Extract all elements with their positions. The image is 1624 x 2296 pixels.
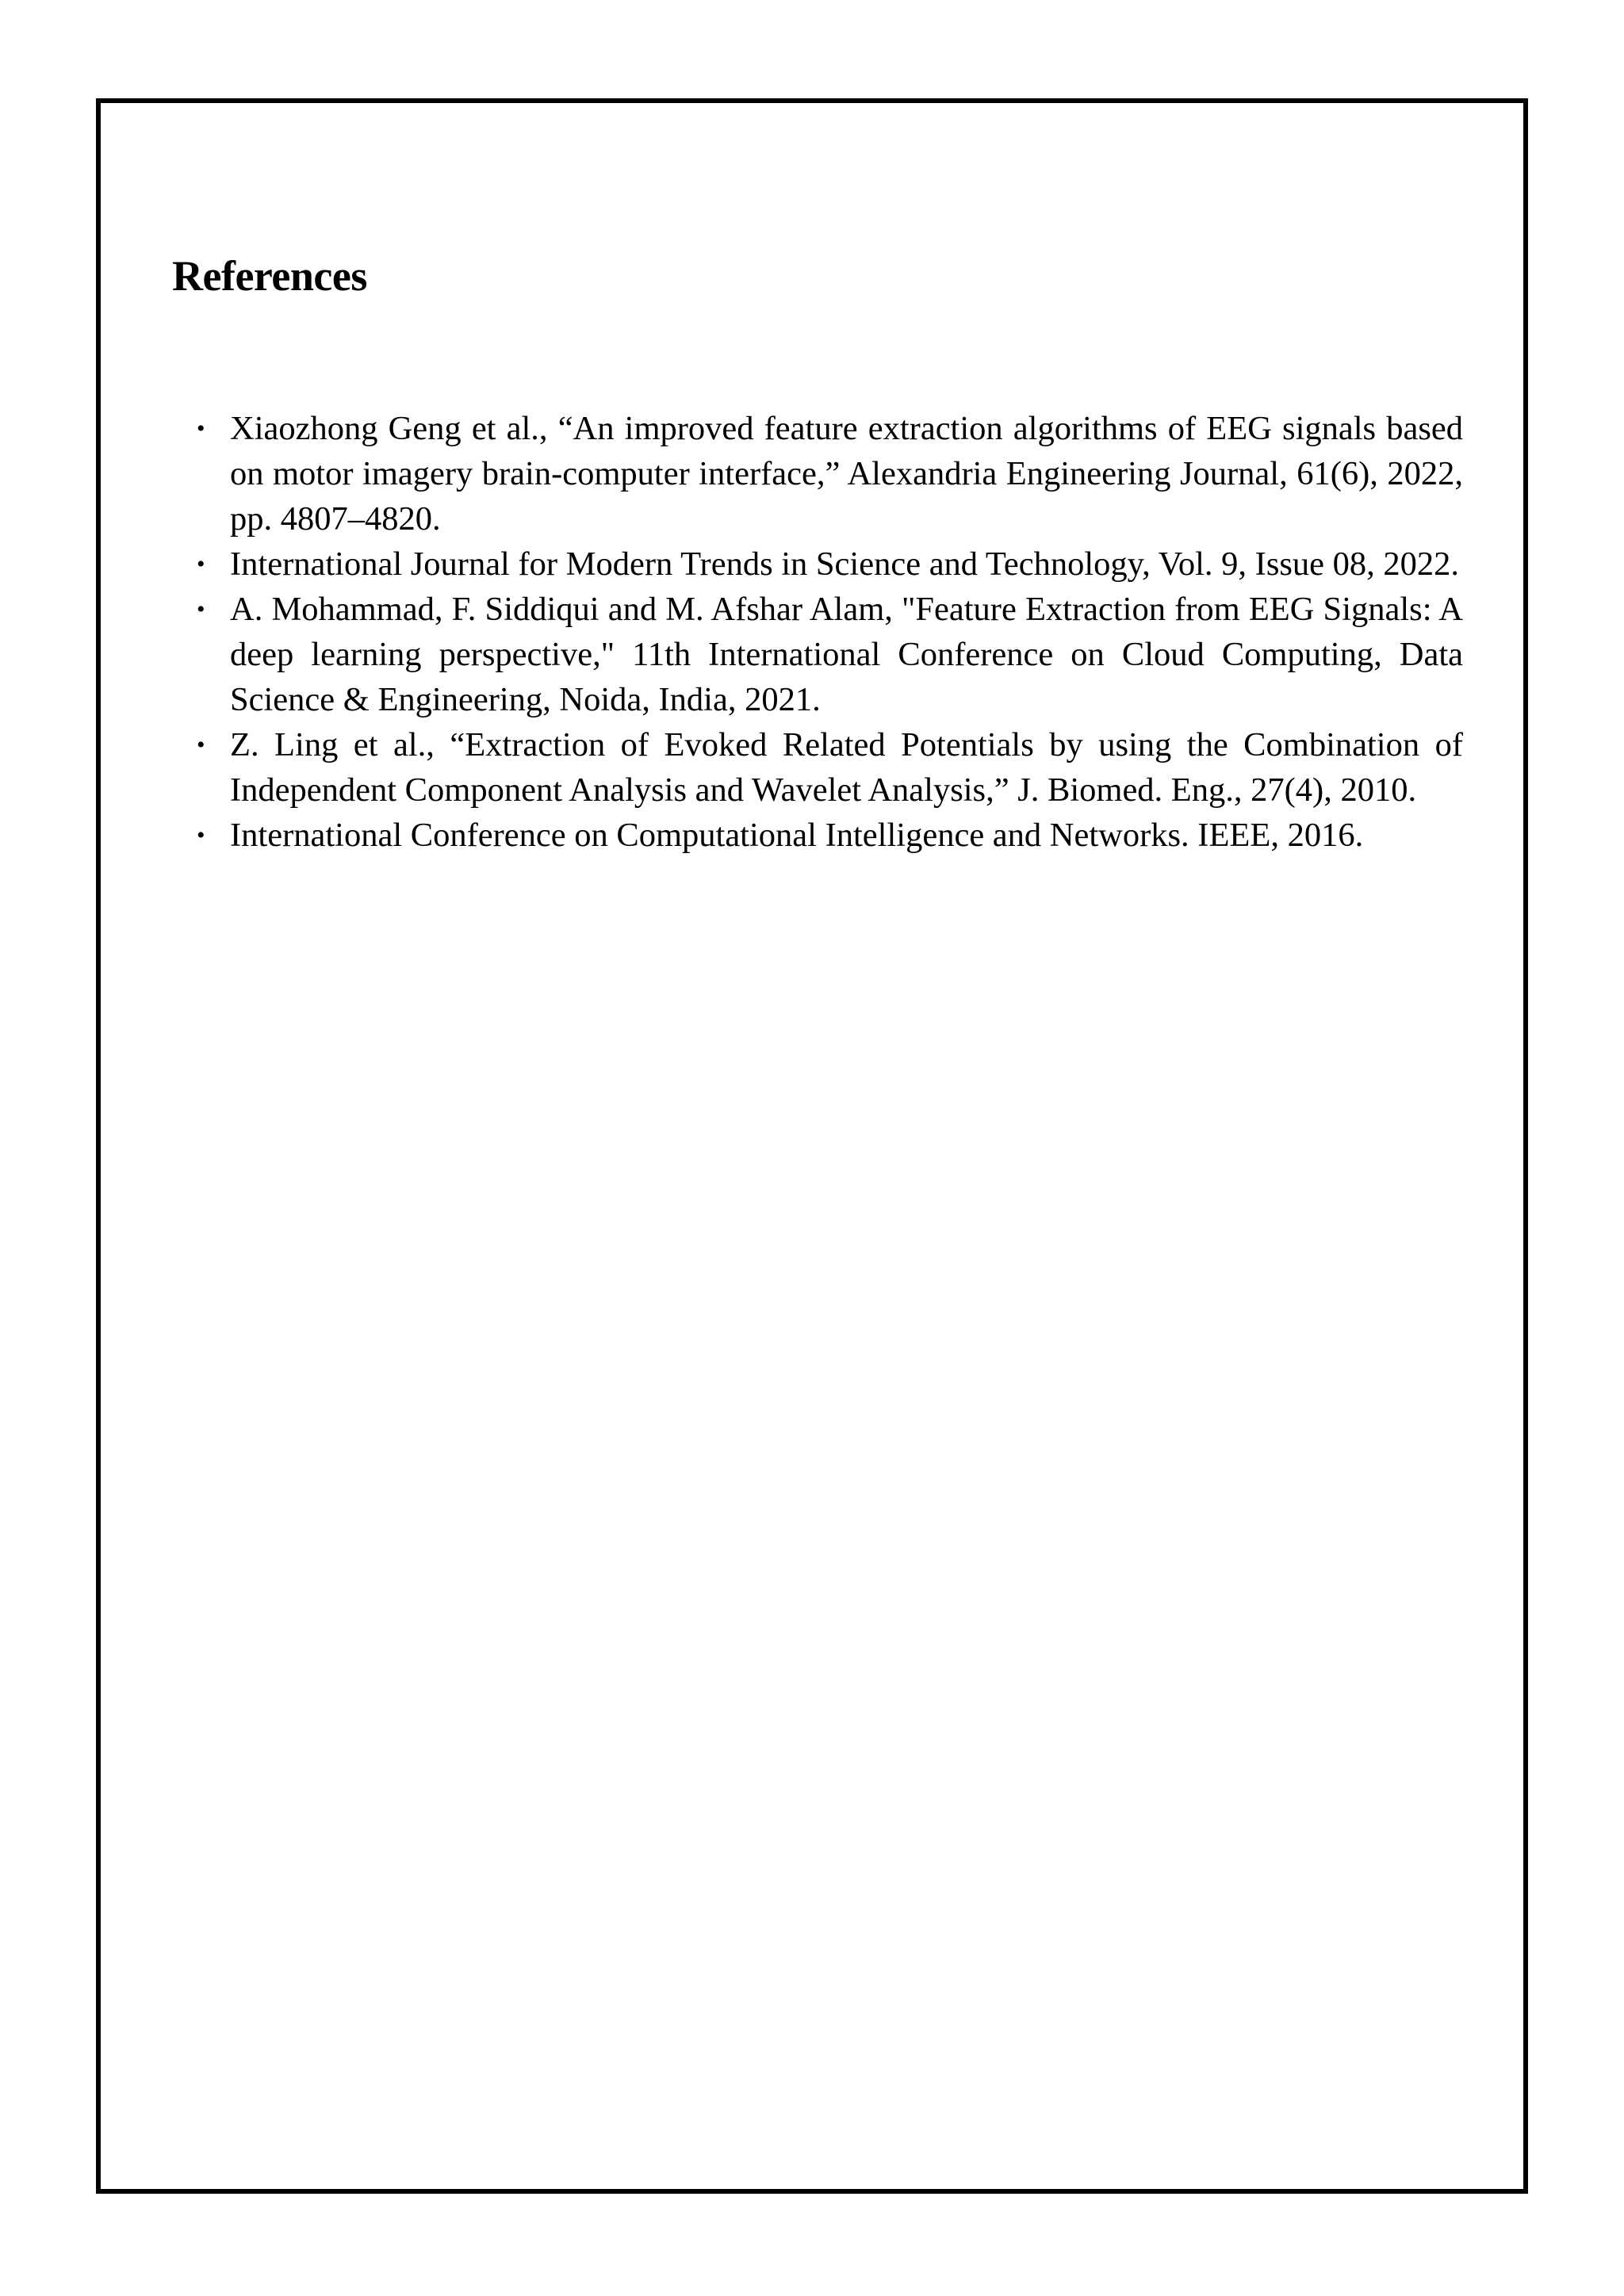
reference-list <box>197 406 1463 858</box>
reference-item <box>197 813 1463 858</box>
reference-text: International Journal for Modern Trends in Science and Technology, Vol. 9, Issue 08, 2022. <box>230 545 1460 583</box>
reference-text: International Conference on Computational Intelligence and Networks. IEEE, 2016. <box>230 817 1364 854</box>
bullet-icon: • <box>197 732 205 758</box>
reference-text: A. Mohammad, F. Siddiqui and M. Afshar Alam, "Feature Extraction from EEG Signals: A deep learning perspective," 11th International Conference on Cloud Computing, Data Science & Engineering, Noida, India, 2021. <box>230 591 1463 718</box>
reference-item <box>197 541 1463 587</box>
bullet-icon: • <box>197 551 205 577</box>
bullet-icon: • <box>197 596 205 622</box>
bullet-icon: • <box>197 415 205 442</box>
reference-item <box>197 722 1463 813</box>
page-title: References <box>172 252 367 300</box>
reference-item <box>197 406 1463 541</box>
reference-item <box>197 587 1463 722</box>
reference-text: Xiaozhong Geng et al., “An improved feature extraction algorithms of EEG signals based on motor imagery brain-computer interface,” Alexandria Engineering Journal, 61(6), 2022, pp. 4807–4820. <box>230 410 1463 538</box>
reference-text: Z. Ling et al., “Extraction of Evoked Related Potentials by using the Combination of Independent Component Analysis and Wavelet Analysis,” J. Biomed. Eng., 27(4), 2010. <box>230 726 1463 809</box>
bullet-icon: • <box>197 822 205 848</box>
